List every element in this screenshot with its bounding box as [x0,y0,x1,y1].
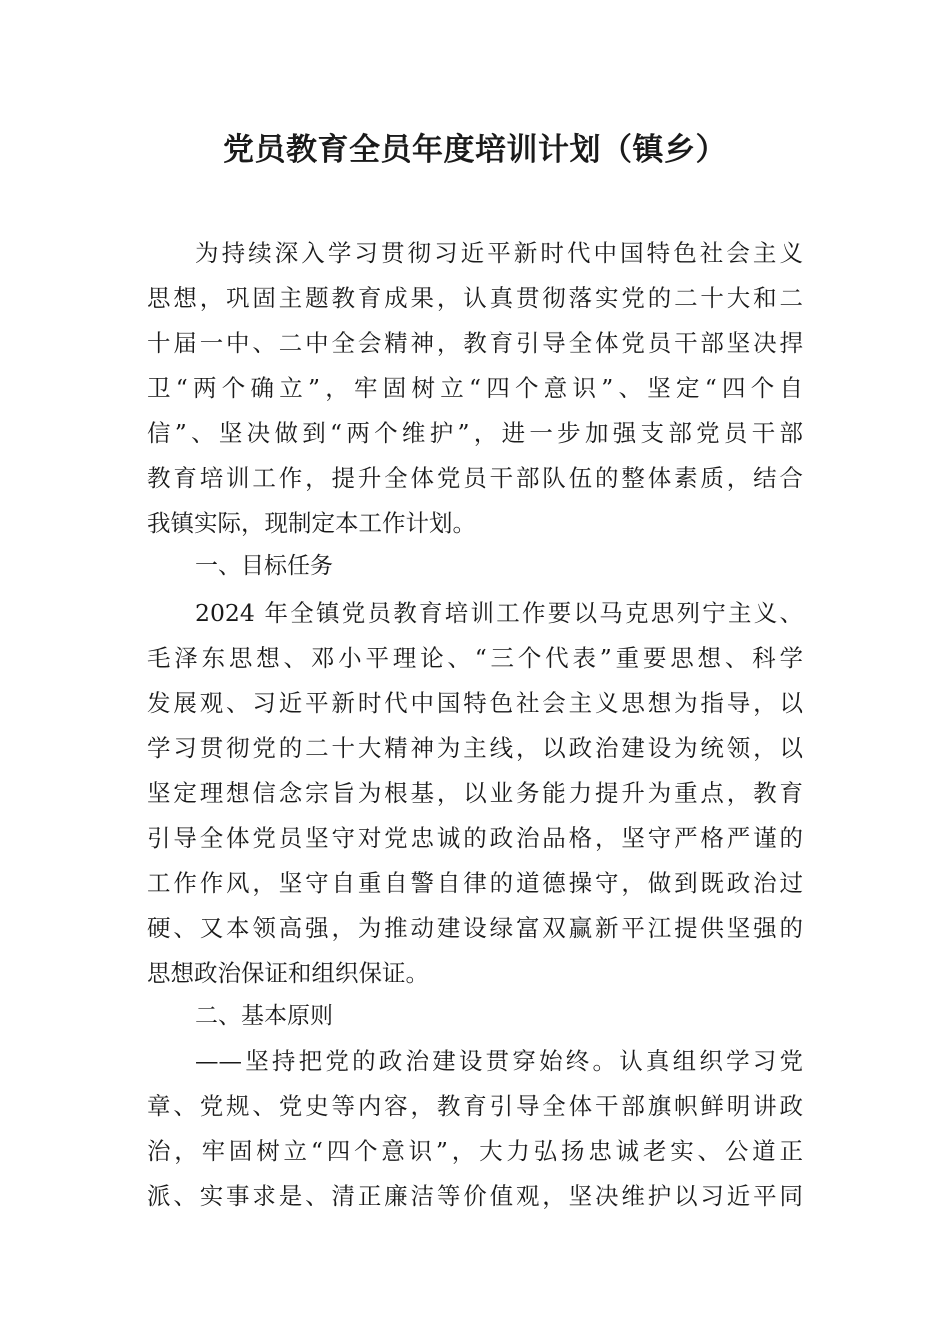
section1-line-8: 硬、又本领高强，为推动建设绿富双赢新平江提供坚强的 [147,914,803,942]
section-heading-goals: 一、目标任务 [195,553,333,579]
section1-line-7: 工作作风，坚守自重自警自律的道德操守，做到既政治过 [147,869,803,897]
section-heading-principles: 二、基本原则 [195,1003,333,1029]
section1-line-6: 引导全体党员坚守对党忠诚的政治品格，坚守严格严谨的 [147,824,803,852]
section1-line-1: 2024 年全镇党员教育培训工作要以马克思列宁主义、 [195,599,803,627]
intro-line-5: 信”、坚决做到“两个维护”，进一步加强支部党员干部 [147,419,803,447]
section1-line-4: 学习贯彻党的二十大精神为主线，以政治建设为统领，以 [147,734,803,762]
section1-line-3: 发展观、习近平新时代中国特色社会主义思想为指导，以 [147,689,803,717]
intro-line-2: 思想，巩固主题教育成果，认真贯彻落实党的二十大和二 [147,284,803,312]
section2-line-4: 派、实事求是、清正廉洁等价值观，坚决维护以习近平同 [147,1182,803,1210]
section2-line-1: ——坚持把党的政治建设贯穿始终。认真组织学习党 [195,1047,803,1075]
section1-line-5: 坚定理想信念宗旨为根基，以业务能力提升为重点，教育 [147,779,803,807]
document-title: 党员教育全员年度培训计划（镇乡） [223,132,727,168]
intro-line-7: 我镇实际，现制定本工作计划。 [147,509,476,537]
intro-line-6: 教育培训工作，提升全体党员干部队伍的整体素质，结合 [147,464,803,492]
intro-line-4: 卫“两个确立”，牢固树立“四个意识”、坚定“四个自 [147,374,803,402]
intro-line-3: 十届一中、二中全会精神，教育引导全体党员干部坚决捍 [147,329,803,357]
section2-line-3: 治，牢固树立“四个意识”，大力弘扬忠诚老实、公道正 [147,1137,803,1165]
section2-line-2: 章、党规、党史等内容，教育引导全体干部旗帜鲜明讲政 [147,1092,803,1120]
intro-line-1: 为持续深入学习贯彻习近平新时代中国特色社会主义 [195,239,803,267]
section1-line-9: 思想政治保证和组织保证。 [147,959,429,987]
section1-line-2: 毛泽东思想、邓小平理论、“三个代表”重要思想、科学 [147,644,803,672]
